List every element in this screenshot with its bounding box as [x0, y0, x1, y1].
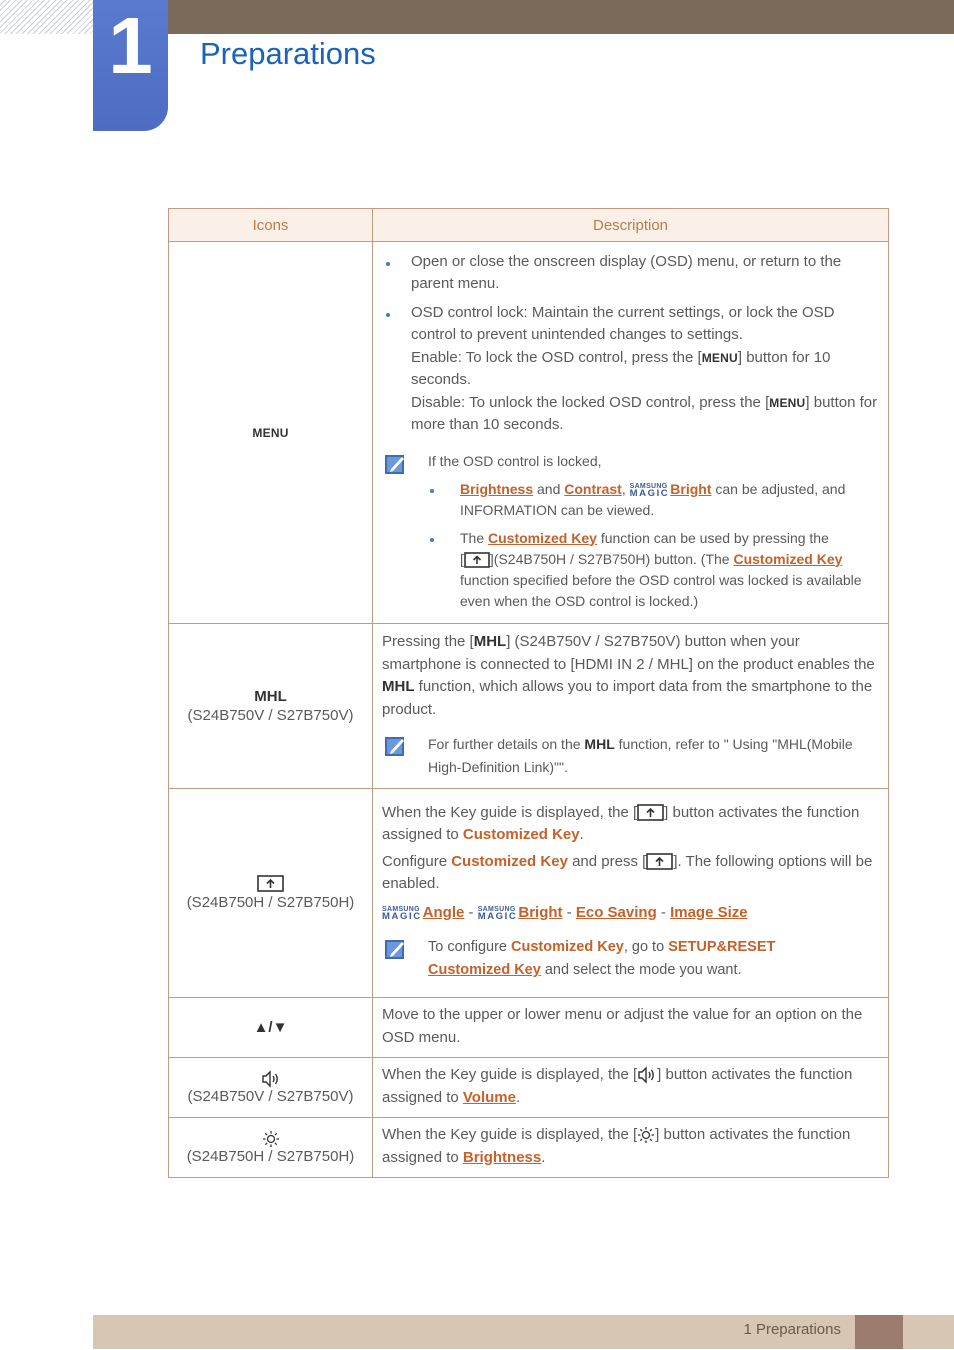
table-row-menu [169, 242, 889, 624]
brightness-link[interactable]: Brightness [462, 1148, 542, 1166]
menu-icon-cell [169, 242, 373, 624]
table-row-up-down [169, 998, 889, 1058]
volume-description: When the Key guide is displayed, the [ ] button activates the function assigned to Volume. [373, 1058, 889, 1118]
header-bar [168, 0, 954, 34]
brightness-icon-cell [169, 1118, 373, 1178]
eco-saving-link[interactable]: Eco Saving [575, 903, 657, 921]
mhl-models: (S24B750V / S27B750V) [187, 707, 354, 724]
up-down-description: Move to the upper or lower menu or adjust the value for an option on the OSD menu. [373, 998, 889, 1058]
mhl-button-label: MHL [254, 688, 287, 705]
note: For further details on the MHL function, refer to " Using "MHL(Mobile High-Definition Link)"". [382, 733, 880, 779]
custom-key-icon [646, 853, 673, 870]
customized-key-text: Customized Key [462, 826, 580, 844]
footer-page-label: 1 Preparations [743, 1321, 841, 1338]
customized-key-link[interactable]: Customized Key [733, 550, 843, 567]
note-icon [385, 735, 407, 757]
magic-angle-link[interactable]: Angle [422, 903, 465, 921]
samsung-magic-logo: SAMSUNG MAGIC [477, 905, 518, 922]
table-row-mhl [169, 624, 889, 789]
corner-hatch [0, 0, 93, 34]
up-down-icon-cell [169, 998, 373, 1058]
customized-key-link[interactable]: Customized Key [428, 962, 541, 979]
brightness-description: When the Key guide is displayed, the [ ] button activates the function assigned to Brightness. [373, 1118, 889, 1178]
volume-icon [261, 1070, 281, 1088]
list-item: Brightness and Contrast, SAMSUNG MAGIC Bright can be adjusted, and INFORMATION can be viewed. [428, 479, 880, 521]
menu-button-icon: MENU [769, 395, 806, 410]
page-title: Preparations [200, 36, 376, 71]
volume-icon-cell [169, 1058, 373, 1118]
table-row-volume [169, 1058, 889, 1118]
samsung-magic-logo: SAMSUNG MAGIC [382, 905, 422, 922]
header-description: Description [373, 209, 889, 242]
mhl-icon-cell [169, 624, 373, 789]
custom-key-models: (S24B750H / S27B750H) [186, 894, 355, 912]
options-list: SAMSUNG MAGIC Angle - SAMSUNG MAGIC Bright - Eco Saving - Image Size [382, 903, 748, 922]
menu-description [373, 242, 889, 624]
custom-key-description: When the Key guide is displayed, the [ ] button activates the function assigned to Customized Key. Configure Customized Key and press [ ]. The following options will be enabled. SAMSUNG MAGIC Angle - SAMSUNG MAGIC Bright - Eco Saving - Image Size To configure Customized Key, go to SETUP&RESET Customized Key and select the mode you want. [373, 789, 889, 998]
footer-bar [93, 1315, 954, 1349]
icons-table [168, 208, 889, 1178]
samsung-magic-logo: SAMSUNG MAGIC [629, 482, 670, 499]
header-icons: Icons [169, 209, 373, 242]
list-item: Open or close the onscreen display (OSD) menu, or return to the parent menu. [382, 251, 880, 296]
list-item: OSD control lock: Maintain the current settings, or lock the OSD control to prevent unintended changes to settings. Enable: To lock the OSD control, press the [MENU] button for 10 seconds. Disable: To unlock the locked OSD control, press the [MENU] button for more than 10 seconds. [382, 302, 880, 437]
brightness-models: (S24B750H / S27B750H) [186, 1148, 355, 1166]
customized-key-text: Customized Key [451, 852, 568, 870]
custom-key-icon-cell [169, 789, 373, 998]
menu-button-icon: MENU [252, 426, 289, 440]
magic-bright-link[interactable]: Bright [670, 480, 712, 497]
table-header-row [169, 209, 889, 242]
volume-icon [637, 1066, 657, 1084]
note: If the OSD control is locked, Brightness and Contrast, SAMSUNG MAGIC Bright can be adjusted, and INFORMATION can be viewed. The Customized Key function can be used by pressing the [ ](S24B750H / S27B750H) button. (The Customized Key function specified before the OSD control was locked is available even when the OSD control is locked.) [382, 451, 880, 612]
menu-button-icon: MENU [701, 350, 738, 365]
contrast-link[interactable]: Contrast [564, 480, 622, 497]
note: To configure Customized Key, go to SETUP&RESET Customized Key and select the mode you want. [382, 936, 880, 982]
brightness-sun-icon [262, 1130, 280, 1148]
up-down-arrows-icon: ▲/▼ [253, 1019, 288, 1036]
customized-key-link[interactable]: Customized Key [488, 529, 597, 546]
footer-page-box [855, 1315, 903, 1349]
table-row-customized-key [169, 789, 889, 998]
note-icon [385, 938, 407, 960]
custom-key-icon [637, 804, 664, 821]
customized-key-text: Customized Key [511, 939, 624, 956]
volume-link[interactable]: Volume [462, 1088, 516, 1106]
brightness-link[interactable]: Brightness [460, 480, 534, 497]
list-item: The Customized Key function can be used by pressing the [ ](S24B750H / S27B750H) button. (The Customized Key function specified before the OSD control was locked is available even when the OSD control is locked.) [428, 528, 880, 612]
brightness-sun-icon [637, 1126, 655, 1144]
custom-key-icon [257, 875, 284, 892]
mhl-description: Pressing the [MHL] (S24B750V / S27B750V) button when your smartphone is connected to [HDMI IN 2 / MHL] on the product enables the MHL function, which allows you to import data from the smartphone to the product. For further details on the MHL function, refer to " Using "MHL(Mobile High-Definition Link)"". [373, 624, 889, 789]
volume-models: (S24B750V / S27B750V) [187, 1088, 354, 1106]
chapter-tab [93, 0, 168, 131]
table-row-brightness [169, 1118, 889, 1178]
image-size-link[interactable]: Image Size [670, 903, 748, 921]
magic-bright-link[interactable]: Bright [518, 903, 563, 921]
setup-reset-text: SETUP&RESET [668, 939, 776, 956]
note-icon [385, 453, 407, 475]
chapter-number: 1 [108, 1, 153, 90]
custom-key-icon [464, 552, 490, 568]
